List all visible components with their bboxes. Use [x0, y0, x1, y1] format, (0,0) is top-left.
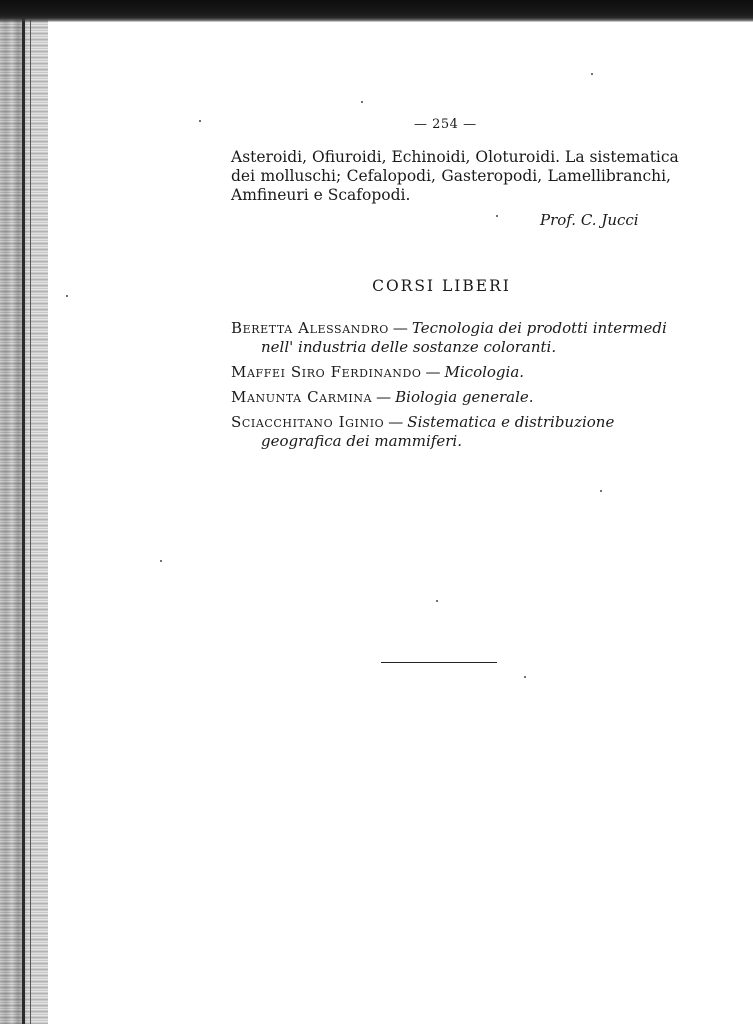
scan-speck — [496, 215, 498, 217]
course-title: Biologia generale. — [395, 388, 534, 406]
course-list — [231, 319, 673, 457]
scan-speck — [361, 101, 363, 103]
scan-speck — [66, 295, 68, 297]
paragraph-line: dei molluschi; Cefalopodi, Gasteropodi, Lamellibranchi, — [231, 167, 671, 185]
course-entry — [231, 363, 673, 382]
instructor-name: Sciacchitano Iginio — [231, 413, 385, 431]
instructor-name: Beretta Alessandro — [231, 319, 389, 337]
section-heading: CORSI LIBERI — [372, 277, 511, 295]
scan-speck — [436, 600, 438, 602]
scan-speck — [199, 120, 201, 122]
course-entry — [231, 319, 673, 357]
entry-separator: — — [376, 388, 392, 406]
scan-speck — [160, 560, 162, 562]
professor-signature: Prof. C. Jucci — [540, 211, 639, 229]
course-title: Sistematica e distribuzione geografica dei mammiferi. — [261, 413, 615, 450]
scan-top-edge — [0, 0, 753, 22]
entry-separator: — — [392, 319, 408, 337]
paragraph-line: Asteroidi, Ofiuroidi, Echinoidi, Oloturoidi. La sistematica — [231, 148, 679, 166]
instructor-name: Manunta Carmina — [231, 388, 373, 406]
entry-separator: — — [425, 363, 441, 381]
page-number: — 254 — — [414, 117, 477, 132]
end-rule — [381, 662, 497, 663]
entry-separator: — — [388, 413, 404, 431]
paragraph-line: Amfineuri e Scafopodi. — [231, 186, 411, 204]
scan-speck — [524, 676, 526, 678]
scan-speck — [600, 490, 602, 492]
course-title: Micologia. — [444, 363, 525, 381]
instructor-name: Maffei Siro Ferdinando — [231, 363, 422, 381]
continuation-paragraph — [231, 148, 679, 205]
course-entry — [231, 388, 673, 407]
scan-binding-rule — [22, 0, 25, 1024]
course-title: Tecnologia dei prodotti intermedi nell' industria delle sostanze coloranti. — [261, 319, 667, 356]
scan-binding-rule-secondary — [30, 20, 31, 1024]
scan-speck — [591, 73, 593, 75]
course-entry — [231, 413, 673, 451]
